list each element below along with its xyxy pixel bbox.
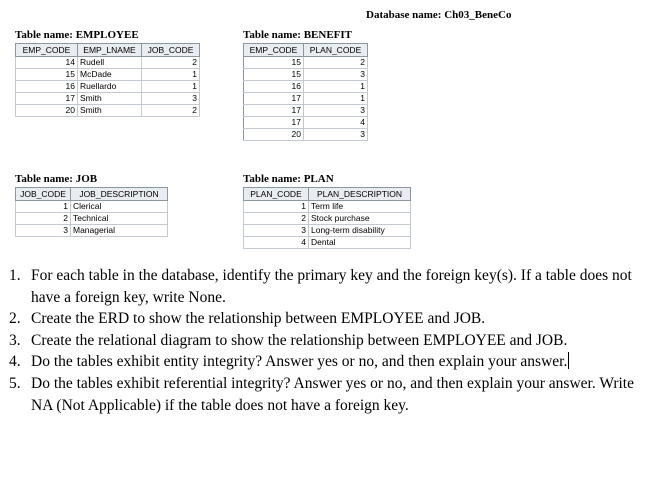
table-cell: 14 [16, 57, 78, 69]
table-row [244, 129, 368, 141]
column-header: JOB_CODE [16, 188, 71, 201]
question-item[interactable] [0, 351, 650, 373]
table-cell: 2 [142, 105, 200, 117]
employee-table [15, 43, 200, 117]
table-row [16, 93, 200, 105]
question-text: Do the tables exhibit referential integrity? Answer yes or no, and then explain your answer. Write NA (Not Applicable) if the table does not have a foreign key. [31, 374, 634, 414]
table-row [16, 213, 168, 225]
question-item [0, 265, 650, 308]
table-cell: Term life [309, 201, 411, 213]
table-cell: 1 [244, 201, 309, 213]
table-row [244, 201, 411, 213]
table-cell: 2 [304, 57, 368, 69]
table-cell: 1 [304, 81, 368, 93]
table-row [16, 69, 200, 81]
table-row [244, 117, 368, 129]
question-text: For each table in the database, identify the primary key and the foreign key(s). If a table does not have a foreign key, write None. [31, 267, 632, 306]
table-cell: 2 [244, 213, 309, 225]
column-header: EMP_LNAME [78, 44, 142, 57]
table-cell: 1 [304, 93, 368, 105]
question-number: 3. [9, 331, 21, 349]
table-cell: Smith [78, 93, 142, 105]
question-number: 2. [9, 310, 21, 328]
database-name: Database name: Ch03_BeneCo [366, 9, 512, 21]
table-cell: Smith [78, 105, 142, 117]
table-cell: 16 [16, 81, 78, 93]
table-cell: 1 [16, 201, 71, 213]
table-cell: 3 [304, 105, 368, 117]
table-cell: Technical [71, 213, 168, 225]
benefit-table-block [243, 28, 368, 141]
table-cell: 17 [244, 105, 304, 117]
plan-table-block [243, 172, 411, 249]
column-header: PLAN_CODE [244, 188, 309, 201]
question-text: Create the relational diagram to show the relationship between EMPLOYEE and JOB. [31, 331, 568, 349]
question-item [0, 308, 650, 330]
table-cell: 3 [244, 225, 309, 237]
table-cell: Clerical [71, 201, 168, 213]
benefit-table [243, 43, 368, 141]
table-cell: 15 [16, 69, 78, 81]
table-header-row [244, 44, 368, 57]
table-row [244, 93, 368, 105]
table-cell: Dental [309, 237, 411, 249]
table-cell: McDade [78, 69, 142, 81]
table-row [16, 81, 200, 93]
table-cell: 20 [16, 105, 78, 117]
table-cell: 1 [142, 69, 200, 81]
table-row [16, 57, 200, 69]
table-cell: Long-term disability [309, 225, 411, 237]
column-header: EMP_CODE [16, 44, 78, 57]
table-row [244, 69, 368, 81]
table-header-row [16, 188, 168, 201]
table-header-row [16, 44, 200, 57]
table-row [244, 57, 368, 69]
benefit-table-title: Table name: BENEFIT [243, 29, 353, 41]
job-table-title: Table name: JOB [15, 173, 98, 185]
table-cell: Stock purchase [309, 213, 411, 225]
table-cell: 2 [16, 213, 71, 225]
table-cell: Ruellardo [78, 81, 142, 93]
question-number: 4. [9, 353, 21, 371]
column-header: PLAN_DESCRIPTION [309, 188, 411, 201]
employee-table-title: Table name: EMPLOYEE [15, 29, 139, 41]
table-cell: 17 [244, 117, 304, 129]
table-row [244, 213, 411, 225]
table-cell: 15 [244, 57, 304, 69]
question-number: 1. [9, 267, 21, 284]
table-row [16, 201, 168, 213]
column-header: JOB_DESCRIPTION [71, 188, 168, 201]
question-list [0, 265, 650, 416]
table-row [244, 237, 411, 249]
text-cursor [568, 352, 569, 369]
employee-table-block [15, 28, 200, 117]
table-row [16, 105, 200, 117]
table-cell: 4 [244, 237, 309, 249]
question-text: Create the ERD to show the relationship between EMPLOYEE and JOB. [31, 310, 486, 328]
table-cell: 4 [304, 117, 368, 129]
table-row [244, 225, 411, 237]
table-cell: 3 [142, 93, 200, 105]
question-item [0, 330, 650, 352]
question-item [0, 373, 650, 416]
table-cell: 17 [244, 93, 304, 105]
table-row [16, 225, 168, 237]
table-cell: 20 [244, 129, 304, 141]
plan-table-title: Table name: PLAN [243, 173, 334, 185]
question-number: 5. [9, 374, 21, 392]
table-cell: 16 [244, 81, 304, 93]
column-header: PLAN_CODE [304, 44, 368, 57]
table-row [244, 105, 368, 117]
table-cell: Managerial [71, 225, 168, 237]
table-header-row [244, 188, 411, 201]
table-cell: 3 [304, 69, 368, 81]
table-cell: 2 [142, 57, 200, 69]
table-row [244, 81, 368, 93]
column-header: EMP_CODE [244, 44, 304, 57]
column-header: JOB_CODE [142, 44, 200, 57]
table-cell: 1 [142, 81, 200, 93]
table-cell: 3 [304, 129, 368, 141]
table-cell: 17 [16, 93, 78, 105]
plan-table [243, 187, 411, 249]
job-table [15, 187, 168, 237]
table-cell: 3 [16, 225, 71, 237]
job-table-block [15, 172, 168, 237]
question-text: Do the tables exhibit entity integrity? Answer yes or no, and then explain your answer. [31, 353, 568, 371]
table-cell: Rudell [78, 57, 142, 69]
table-cell: 15 [244, 69, 304, 81]
